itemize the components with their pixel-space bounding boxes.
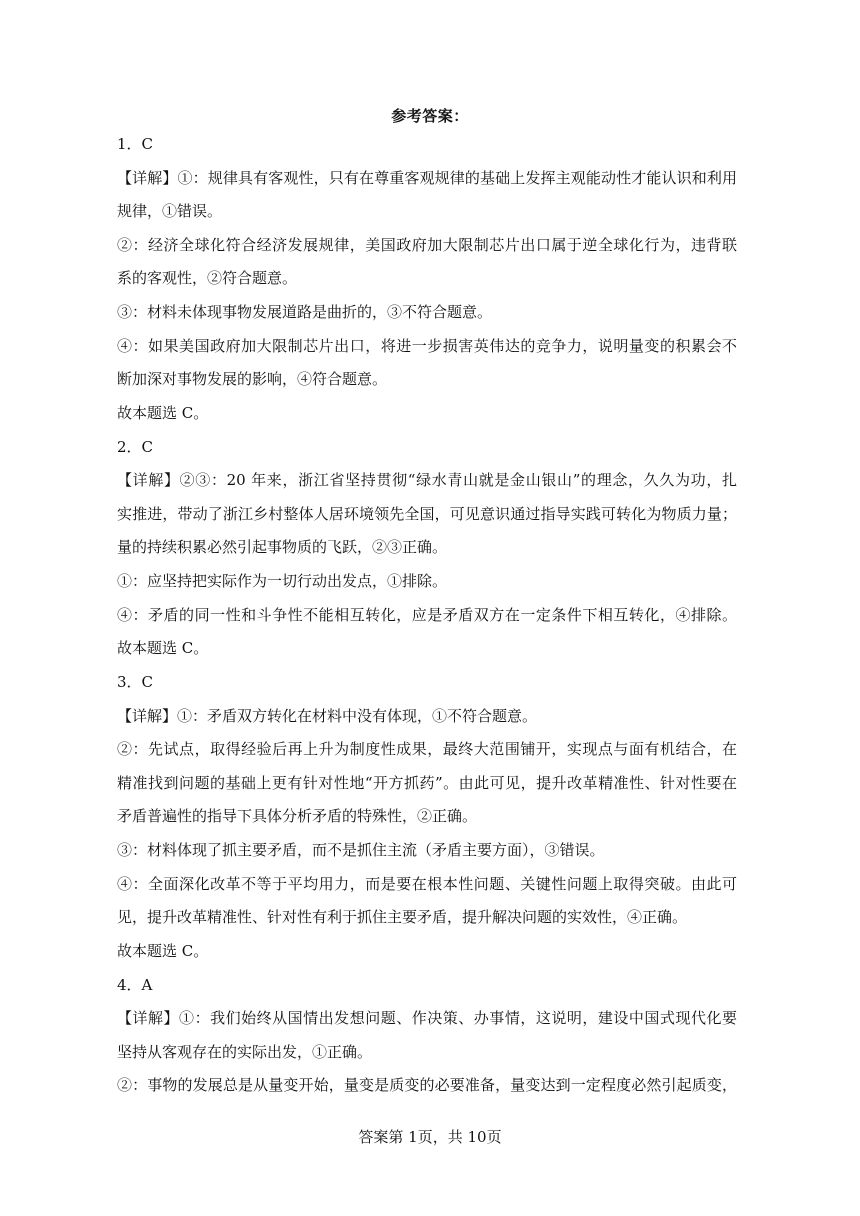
page-footer: 答案第 1页，共 10页 [358,1128,502,1146]
text-line: 故本题选 C。 [117,404,209,422]
text-line: 量的持续积累必然引起事物质的飞跃，②③正确。 [117,538,448,556]
text-line: 矛盾普遍性的指导下具体分析矛盾的特殊性，②正确。 [117,807,478,825]
answer-number: 1．C [117,135,154,153]
text-line: ④：如果美国政府加大限制芯片出口，将进一步损害英伟达的竞争力，说明量变的积累会不 [117,337,737,355]
text-line: ②：事物的发展总是从量变开始，量变是质变的必要准备，量变达到一定程度必然引起质变， [117,1076,737,1094]
text-line: 【详解】②③：20 年来，浙江省坚持贯彻“绿水青山就是金山银山”的理念，久久为功，扎 [117,471,737,489]
text-line: ②：经济全球化符合经济发展规律，美国政府加大限制芯片出口属于逆全球化行为，违背联 [117,236,737,254]
answer-number: 2．C [117,438,154,456]
answer-number: 4．A [117,976,153,994]
text-line: 规律，①错误。 [117,202,223,220]
text-line: 坚持从客观存在的实际出发，①正确。 [117,1043,373,1061]
text-line: 见，提升改革精准性、针对性有利于抓住主要矛盾，提升解决问题的实效性，④正确。 [117,908,688,926]
text-line: ①：应坚持把实际作为一切行动出发点，①排除。 [117,572,448,590]
text-line: 故本题选 C。 [117,942,209,960]
text-line: ②：先试点，取得经验后再上升为制度性成果，最终大范围铺开，实现点与面有机结合，在 [117,740,737,758]
text-line: ④：矛盾的同一性和斗争性不能相互转化，应是矛盾双方在一定条件下相互转化，④排除。 [117,606,737,624]
text-line: 断加深对事物发展的影响，④符合题意。 [117,370,388,388]
text-line: ③：材料体现了抓主要矛盾，而不是抓住主流（矛盾主要方面），③错误。 [117,841,605,859]
text-line: 【详解】①：矛盾双方转化在材料中没有体现，①不符合题意。 [117,707,538,725]
text-line: 精准找到问题的基础上更有针对性地“开方抓药”。由此可见，提升改革精准性、针对性要在 [117,774,737,792]
page-title: 参考答案： [391,107,469,125]
text-line: ③：材料未体现事物发展道路是曲折的，③不符合题意。 [117,303,493,321]
text-line: 系的客观性，②符合题意。 [117,269,298,287]
text-line: 故本题选 C。 [117,639,209,657]
text-line: 实推进，带动了浙江乡村整体人居环境领先全国，可见意识通过指导实践可转化为物质力量； [117,505,737,523]
text-line: ④：全面深化改革不等于平均用力，而是要在根本性问题、关键性问题上取得突破。由此可 [117,875,737,893]
text-line: 【详解】①：我们始终从国情出发想问题、作决策、办事情，这说明，建设中国式现代化要 [117,1009,737,1027]
answer-number: 3．C [117,673,154,691]
text-line: 【详解】①：规律具有客观性，只有在尊重客观规律的基础上发挥主观能动性才能认识和利用 [117,169,737,187]
